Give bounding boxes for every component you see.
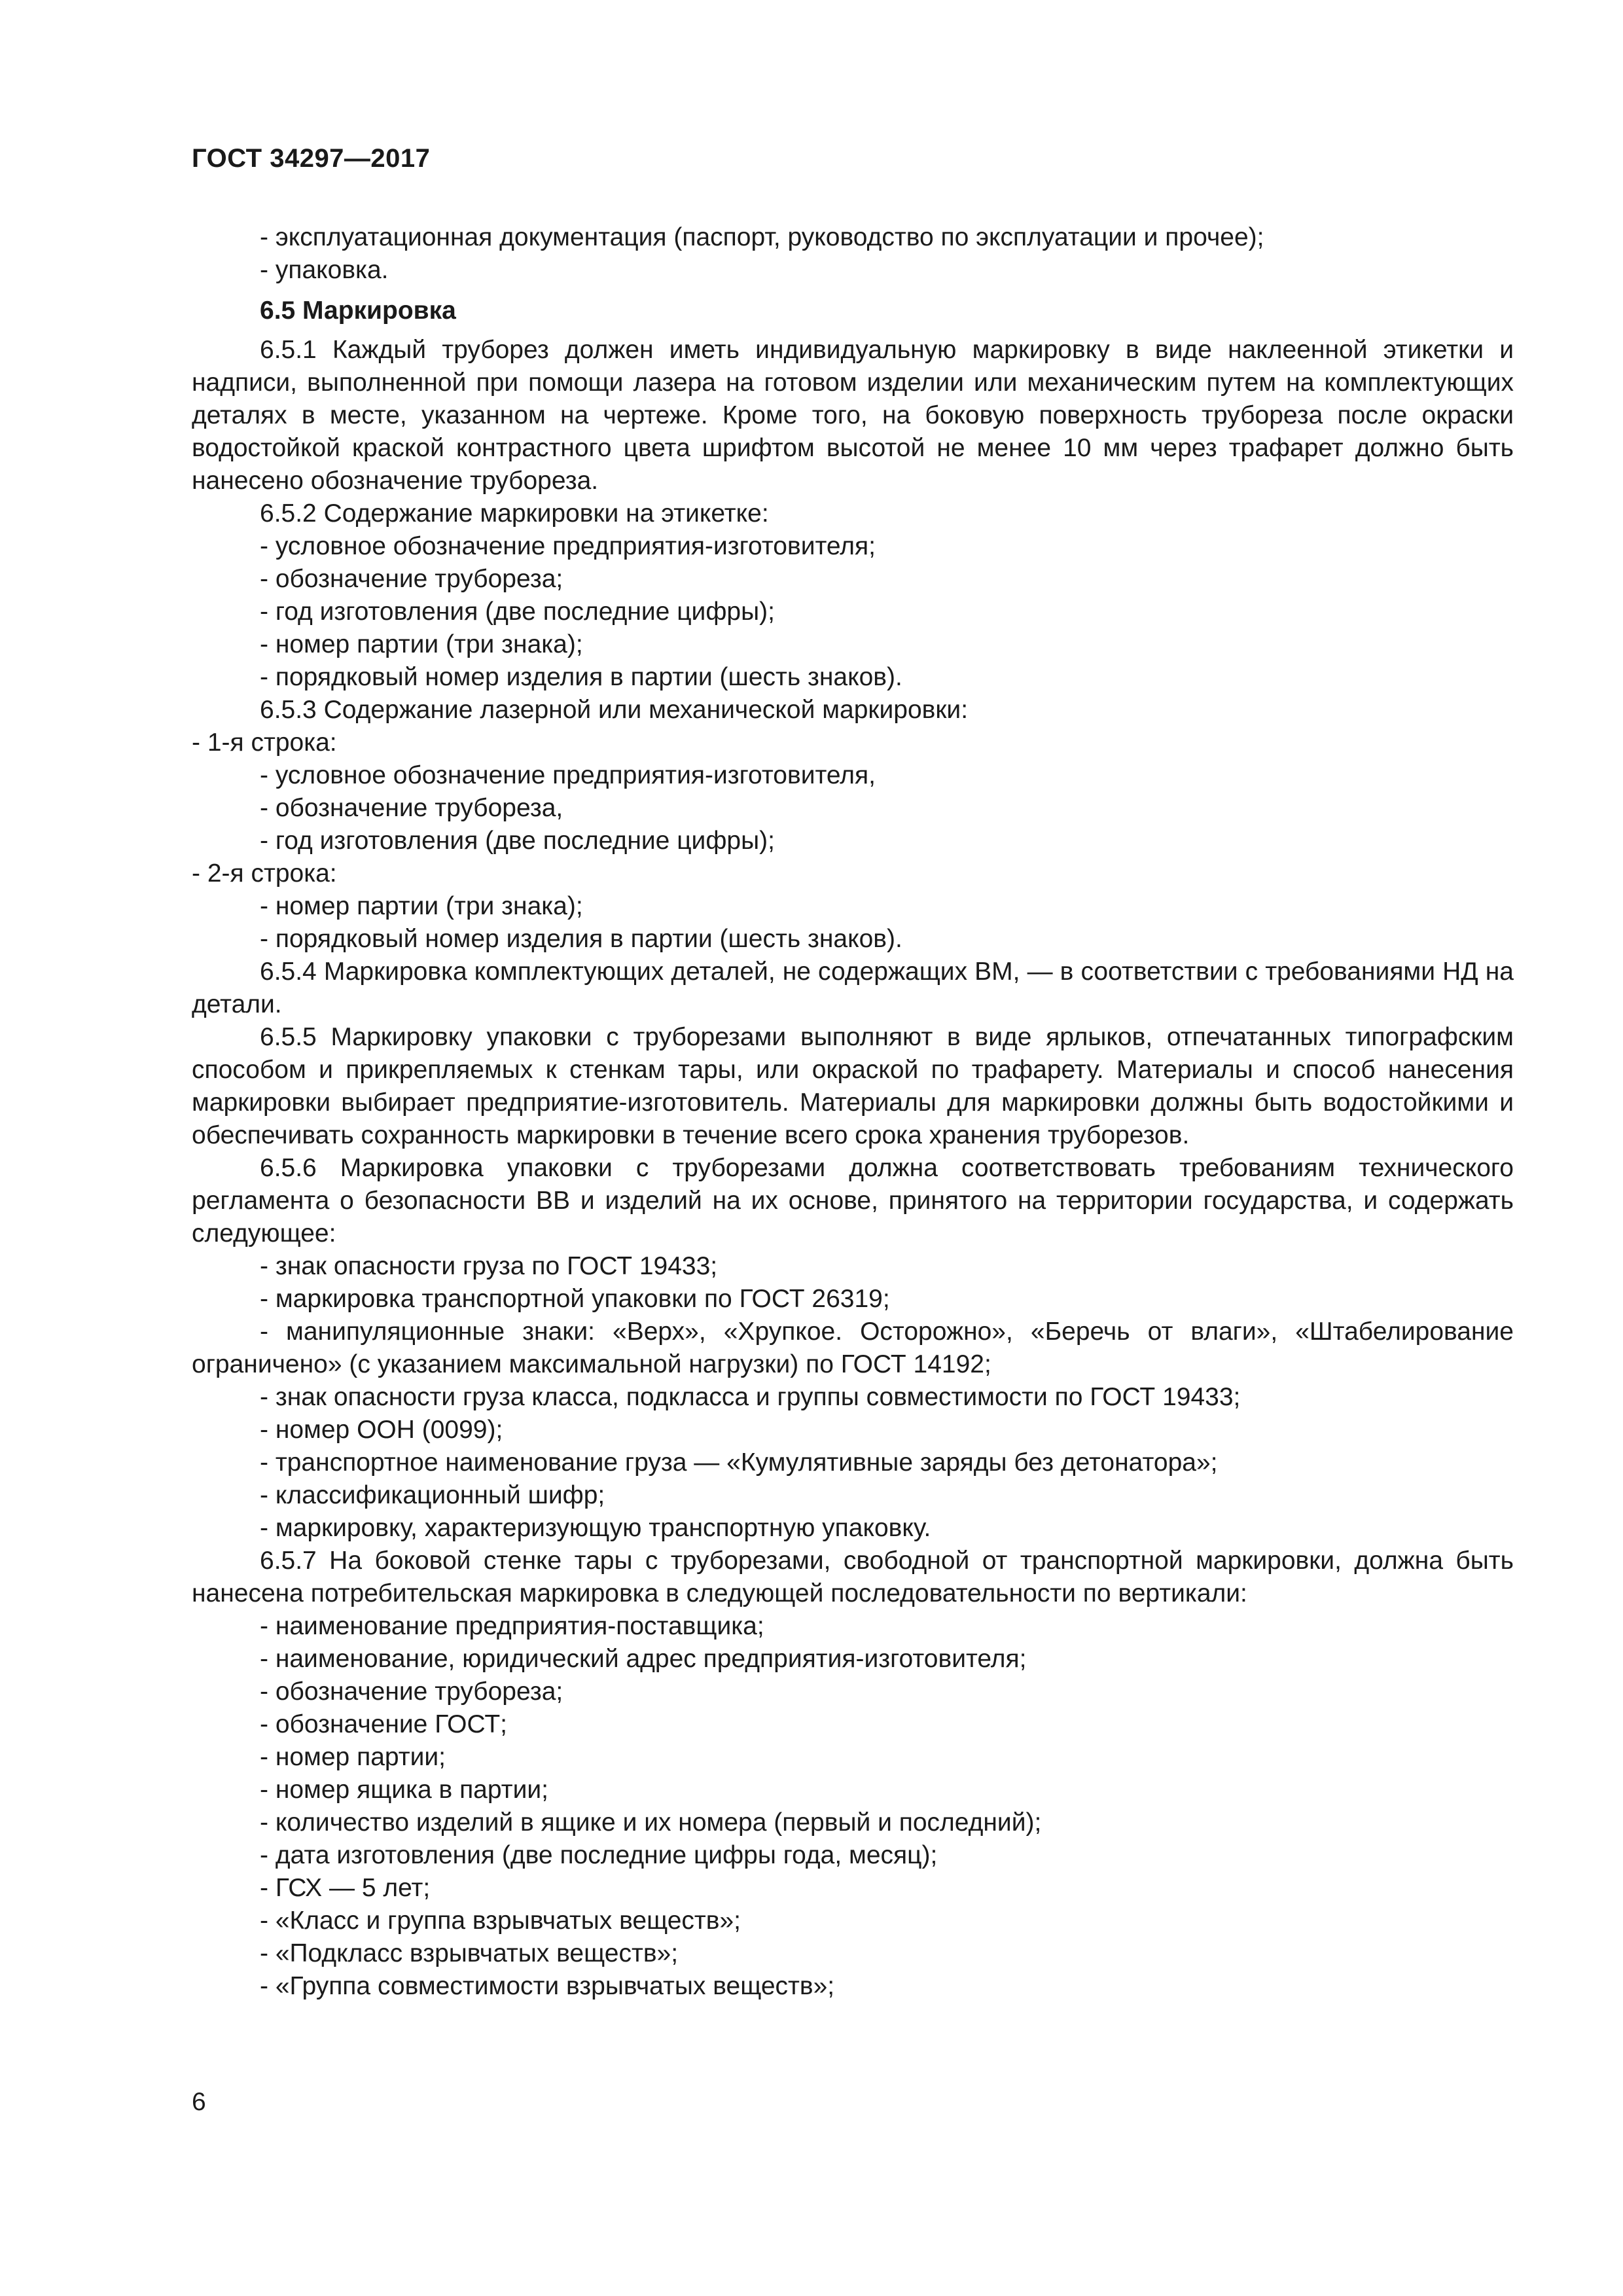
paragraph: - манипуляционные знаки: «Верх», «Хрупкое. Осторожно», «Беречь от влаги», «Штабелирование ограничено» (с указанием максимальной нагрузки) по ГОСТ 14192; — [192, 1318, 1514, 1378]
list-item: - порядковый номер изделия в партии (шесть знаков). — [260, 663, 902, 691]
list-item: - обозначение трубореза; — [260, 565, 563, 593]
list-item: - транспортное наименование груза — «Кумулятивные заряды без детонатора»; — [260, 1448, 1218, 1477]
paragraph: 6.5.3 Содержание лазерной или механической маркировки: — [260, 696, 969, 724]
list-item: - обозначение трубореза, — [260, 794, 563, 822]
list-item: - обозначение трубореза; — [260, 1677, 563, 1706]
list-item: - номер партии (три знака); — [260, 630, 583, 658]
document-header: ГОСТ 34297—2017 — [192, 144, 431, 173]
list-item: - маркировка транспортной упаковки по ГОСТ 26319; — [260, 1285, 890, 1313]
paragraph: 6.5.5 Маркировку упаковки с труборезами выполняют в виде ярлыков, отпечатанных типографским способом и прикрепляемых к стенкам тары, или окраской по трафарету. Материалы и способ нанесения маркировки выбирает предприятие-изготовитель. Материалы для маркировки должны быть водостойкими и обеспечивать сохранность маркировки в течение всего срока хранения труборезов. — [192, 1023, 1514, 1149]
list-item: - дата изготовления (две последние цифры года, месяц); — [260, 1841, 938, 1869]
list-item: - знак опасности груза по ГОСТ 19433; — [260, 1252, 718, 1280]
list-item: - порядковый номер изделия в партии (шесть знаков). — [260, 925, 902, 953]
list-item: - условное обозначение предприятия-изготовителя; — [260, 532, 876, 560]
document-body — [192, 221, 1514, 2003]
list-item: - «Класс и группа взрывчатых веществ»; — [260, 1907, 741, 1935]
list-item: - год изготовления (две последние цифры); — [260, 598, 775, 626]
list-item: - год изготовления (две последние цифры); — [260, 827, 775, 855]
paragraph: 6.5.4 Маркировка комплектующих деталей, не содержащих ВМ, — в соответствии с требованиями НД на детали. — [192, 958, 1514, 1018]
paragraph: 6.5.1 Каждый труборез должен иметь индивидуальную маркировку в виде наклеенной этикетки и надписи, выполненной при помощи лазера на готовом изделии или механическим путем на комплектующих деталях в месте, указанном на чертеже. Кроме того, на боковую поверхность трубореза после окраски водостойкой краской контрастного цвета шрифтом высотой не менее 10 мм через трафарет должно быть нанесено обозначение трубореза. — [192, 336, 1514, 495]
list-item: - «Подкласс взрывчатых веществ»; — [260, 1939, 679, 1967]
paragraph: 6.5.7 На боковой стенке тары с труборезами, свободной от транспортной маркировки, должна быть нанесена потребительская маркировка в следующей последовательности по вертикали: — [192, 1547, 1514, 1607]
paragraph: 6.5.6 Маркировка упаковки с труборезами должна соответствовать требованиям технического регламента о безопасности ВВ и изделий на их основе, принятого на территории государства, и содержать следующее: — [192, 1154, 1514, 1247]
section-heading: 6.5 Маркировка — [260, 296, 456, 325]
list-item: - наименование предприятия-поставщика; — [260, 1612, 764, 1640]
list-item: - номер ящика в партии; — [260, 1776, 548, 1804]
paragraph: 6.5.2 Содержание маркировки на этикетке: — [260, 499, 769, 528]
list-item: - наименование, юридический адрес предприятия-изготовителя; — [260, 1645, 1027, 1673]
list-item: - условное обозначение предприятия-изготовителя, — [260, 761, 876, 789]
list-item: - маркировку, характеризующую транспортную упаковку. — [260, 1514, 931, 1542]
list-item: - обозначение ГОСТ; — [260, 1710, 508, 1738]
list-item: - знак опасности груза класса, подкласса и группы совместимости по ГОСТ 19433; — [260, 1383, 1241, 1411]
list-item: - эксплуатационная документация (паспорт, руководство по эксплуатации и прочее); — [260, 223, 1264, 251]
list-item: - классификационный шифр; — [260, 1481, 605, 1509]
list-item: - «Группа совместимости взрывчатых веществ»; — [260, 1972, 835, 2000]
list-item: - упаковка. — [260, 256, 389, 284]
list-item: - номер партии (три знака); — [260, 892, 583, 920]
list-item: - номер ООН (0099); — [260, 1416, 503, 1444]
list-item: - ГСХ — 5 лет; — [260, 1874, 431, 1902]
list-item: - количество изделий в ящике и их номера (первый и последний); — [260, 1808, 1042, 1837]
list-item: - номер партии; — [260, 1743, 446, 1771]
page-number: 6 — [192, 2088, 206, 2116]
list-item: - 2-я строка: — [192, 859, 337, 888]
list-item: - 1-я строка: — [192, 728, 337, 757]
